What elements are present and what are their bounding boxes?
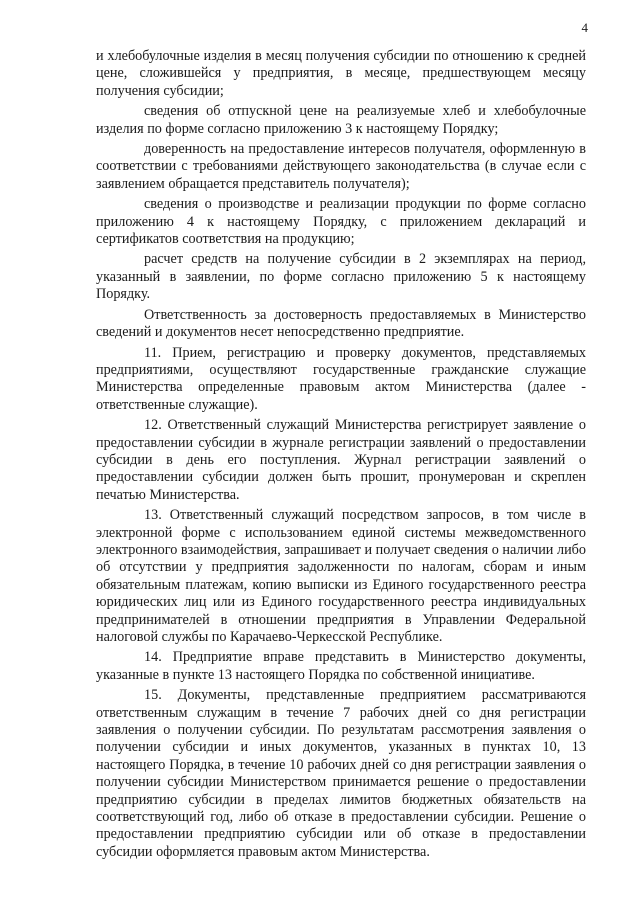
paragraph-12: 12. Ответственный служащий Министерства регистрирует заявление о предоставлении субсидии в журнале регистрации заявлений о предоставлении субсидии в день его поступления. Журнал регистрации заявлений о предоставлении субсидии должен быть прошит, пронумерован и скреплен печатью Министерства. <box>96 417 586 503</box>
paragraph-13: 13. Ответственный служащий посредством запросов, в том числе в электронной форме с использованием единой системы межведомственного электронного взаимодействия, запрашивает и получает сведения о наличии либо об отсутствии у предприятия задолженности по налогам, сборам и иным обязательным платежам, копию выписки из Единого государственного реестра юридических лиц или из Единого государственного реестра индивидуальных предпринимателей в отношении предприятия в Управлении Федеральной налоговой службы по Карачаево-Черкесской Республике. <box>96 507 586 645</box>
paragraph-price-info: сведения об отпускной цене на реализуемые хлеб и хлебобулочные изделия по форме согласно приложению 3 к настоящему Порядку; <box>96 103 586 137</box>
paragraph-production-info: сведения о производстве и реализации продукции по форме согласно приложению 4 к настоящему Порядку, с приложением деклараций и сертификатов соответствия на продукцию; <box>96 196 586 248</box>
paragraph-continuation: и хлебобулочные изделия в месяц получения субсидии по отношению к средней цене, сложившейся у предприятия, в месяце, предшествующем месяцу получения субсидии; <box>96 48 586 99</box>
paragraph-14: 14. Предприятие вправе представить в Министерство документы, указанные в пункте 13 настоящего Порядка по собственной инициативе. <box>96 649 586 683</box>
paragraph-power-of-attorney: доверенность на предоставление интересов получателя, оформленную в соответствии с требованиями действующего законодательства (в случае если с заявлением обращается представитель получателя); <box>96 141 586 192</box>
paragraph-11: 11. Прием, регистрацию и проверку документов, представляемых предприятиями, осуществляют государственные гражданские служащие Министерства определенные правовым актом Министерства (далее - ответственные служащие). <box>96 344 586 413</box>
paragraph-calculation: расчет средств на получение субсидии в 2 экземплярах на период, указанный в заявлении, по форме согласно приложению 5 к настоящему Порядку. <box>96 251 586 303</box>
paragraph-15: 15. Документы, представленные предприятием рассматриваются ответственным служащим в течение 7 рабочих дней со дня регистрации заявления о получении субсидии. По результатам рассмотрения заявления о получении субсидии и иных документов, указанных в пунктах 10, 13 настоящего Порядка, в течение 10 рабочих дней со дня регистрации заявления о получении субсидии Министерством принимается решение о предоставлении предприятию субсидии в пределах лимитов бюджетных обязательств на соответствующий год, либо об отказе в предоставлении субсидии. Решение о предоставлении предприятию субсидии или об отказе в предоставлении субсидии оформляется правовым актом Министерства. <box>96 687 586 860</box>
document-body <box>96 48 586 864</box>
paragraph-responsibility: Ответственность за достоверность предоставляемых в Министерство сведений и документов несет непосредственно предприятие. <box>96 306 586 341</box>
page-number: 4 <box>581 20 588 35</box>
